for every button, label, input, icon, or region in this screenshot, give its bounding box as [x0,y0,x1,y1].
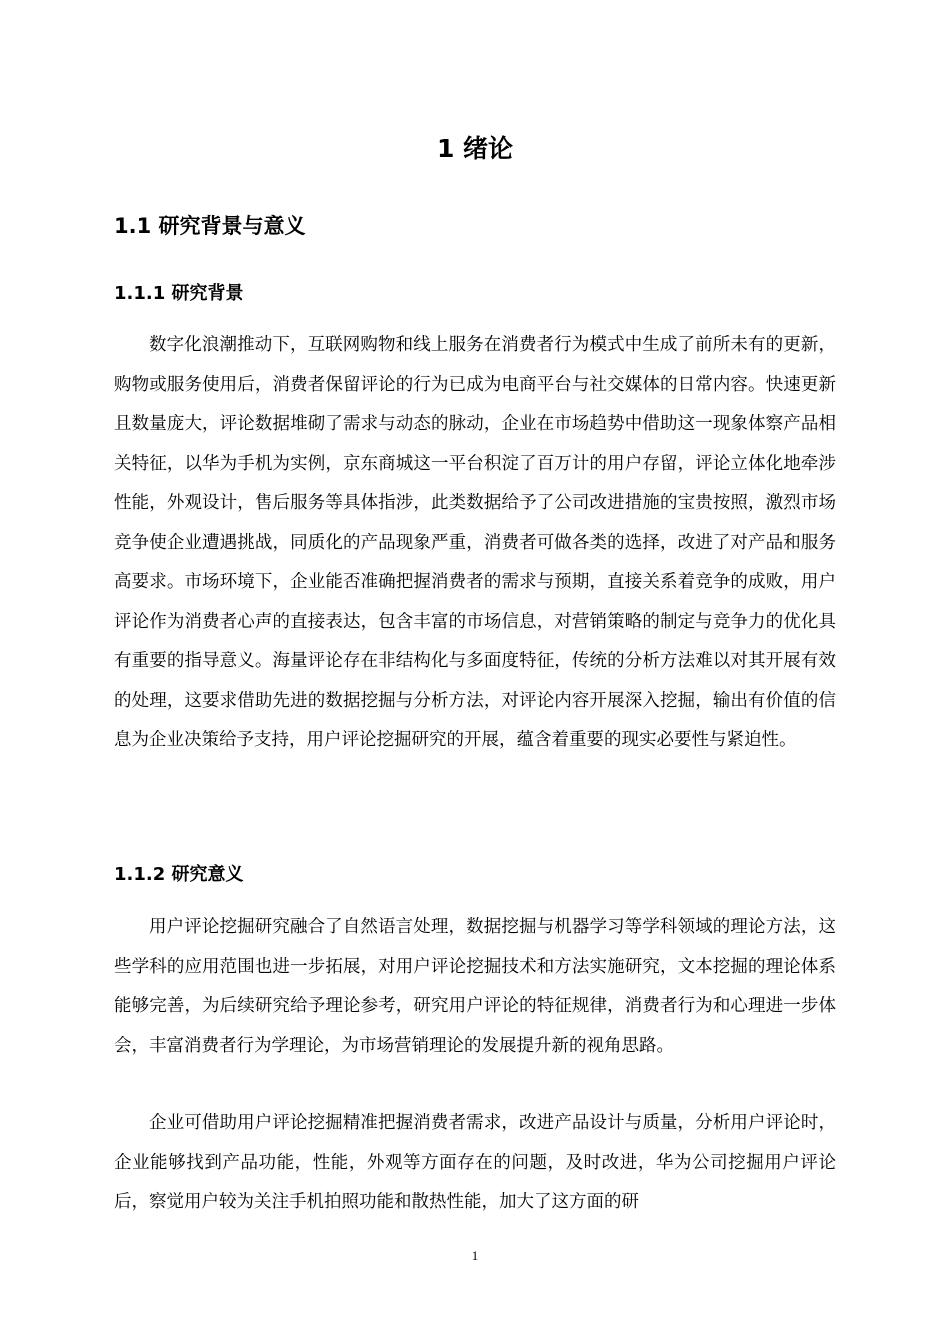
section-heading-1-1: 1.1 研究背景与意义 [114,214,306,238]
paragraph-research-significance-2: 企业可借助用户评论挖掘精准把握消费者需求，改进产品设计与质量，分析用户评论时，企业能够找到产品功能，性能，外观等方面存在的问题，及时改进，华为公司挖掘用户评论后，察觉用户较为关注手机拍照功能和散热性能，加大了这方面的研 [114,1113,836,1212]
page-number: 1 [471,1248,479,1263]
paragraph-research-significance-1: 用户评论挖掘研究融合了自然语言处理，数据挖掘与机器学习等学科领域的理论方法，这些学科的应用范围也进一步拓展，对用户评论挖掘技术和方法实施研究，文本挖掘的理论体系能够完善，为后续研究给予理论参考，研究用户评论的特征规律，消费者行为和心理进一步体会，丰富消费者行为学理论，为市场营销理论的发展提升新的视角思路。 [114,917,836,1056]
section-heading-1-1-2: 1.1.2 研究意义 [114,864,244,885]
section-heading-1-1-1: 1.1.1 研究背景 [114,283,244,304]
chapter-title: 1 绪论 [436,134,514,163]
paragraph-research-background: 数字化浪潮推动下，互联网购物和线上服务在消费者行为模式中生成了前所未有的更新，购物或服务使用后，消费者保留评论的行为已成为电商平台与社交媒体的日常内容。快速更新且数量庞大，评论数据堆砌了需求与动态的脉动，企业在市场趋势中借助这一现象体察产品相关特征，以华为手机为实例，京东商城这一平台积淀了百万计的用户存留，评论立体化地牵涉性能，外观设计，售后服务等具体指涉，此类数据给予了公司改进措施的宝贵按照，激烈市场竞争使企业遭遇挑战，同质化的产品现象严重，消费者可做各类的选择，改进了对产品和服务高要求。市场环境下，企业能否准确把握消费者的需求与预期，直接关系着竞争的成败，用户评论作为消费者心声的直接表达，包含丰富的市场信息，对营销策略的制定与竞争力的优化具有重要的指导意义。海量评论存在非结构化与多面度特征，传统的分析方法难以对其开展有效的处理，这要求借助先进的数据挖掘与分析方法，对评论内容开展深入挖掘，输出有价值的信息为企业决策给予支持，用户评论挖掘研究的开展，蕴含着重要的现实必要性与紧迫性。 [114,335,836,750]
